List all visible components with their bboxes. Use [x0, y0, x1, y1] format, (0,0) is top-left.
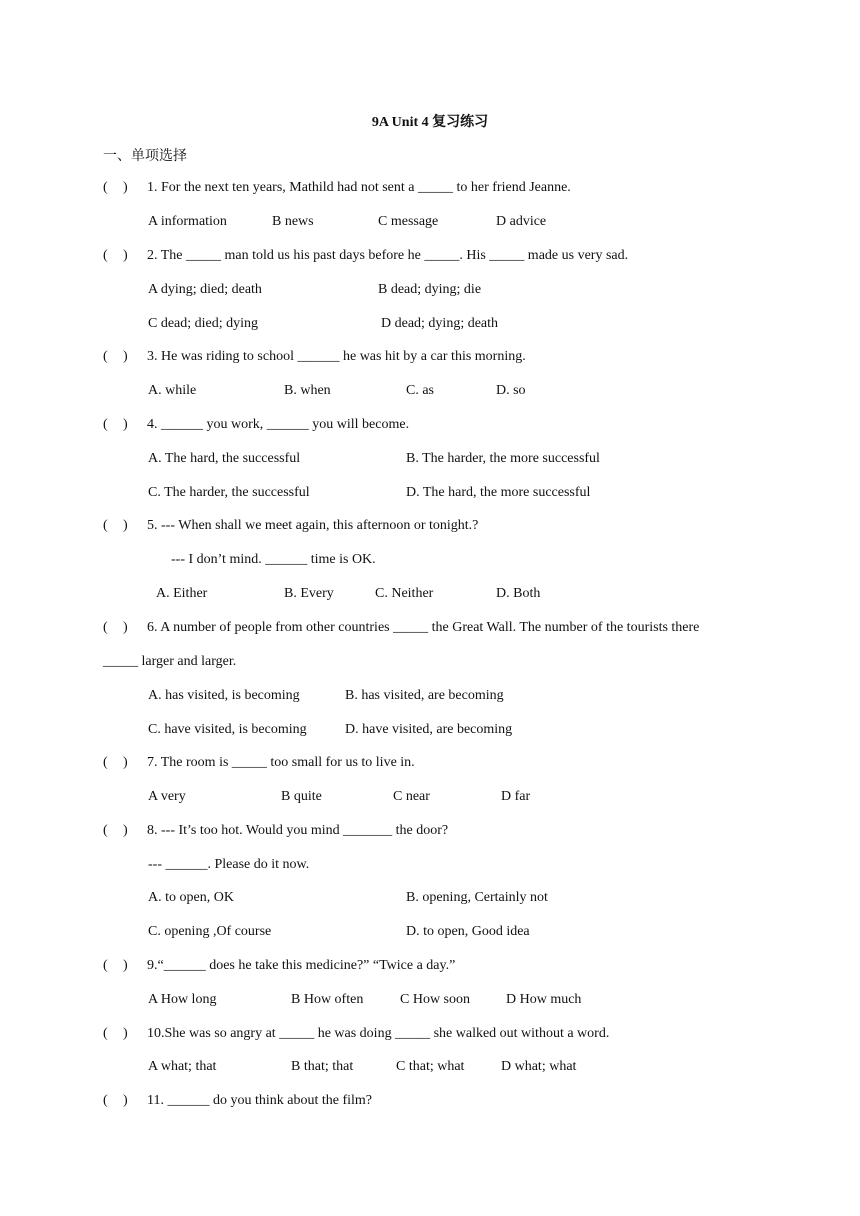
section-heading: 一、单项选择 [103, 148, 187, 164]
option: D. The hard, the more successful [406, 485, 591, 500]
question-stem: 3. He was riding to school ______ he was hit by a car this morning. [147, 349, 526, 364]
question-stem: 10.She was so angry at _____ he was doing _____ she walked out without a word. [147, 1026, 610, 1041]
option: C. opening ,Of course [148, 924, 272, 939]
question-stem-continued: _____ larger and larger. [103, 654, 237, 669]
option: C that; what [396, 1059, 465, 1074]
question-stem-reply: --- ______. Please do it now. [148, 857, 310, 872]
answer-blank[interactable]: ( ) [103, 248, 128, 263]
option: D. so [496, 383, 526, 398]
question-stem: 11. ______ do you think about the film? [147, 1093, 373, 1108]
option: B quite [281, 789, 322, 804]
answer-blank[interactable]: ( ) [103, 620, 128, 635]
question-8 [103, 821, 448, 841]
option: A information [148, 214, 227, 229]
option: B. opening, Certainly not [406, 890, 548, 905]
question-stem: 2. The _____ man told us his past days before he _____. His _____ made us very sad. [147, 248, 629, 263]
question-stem: 4. ______ you work, ______ you will become. [147, 417, 410, 432]
option: A How long [148, 992, 217, 1007]
option: C. The harder, the successful [148, 485, 310, 500]
option: A. has visited, is becoming [148, 688, 300, 703]
question-11 [103, 1091, 372, 1111]
option: A. The hard, the successful [148, 451, 301, 466]
question-4 [103, 415, 409, 435]
question-stem: 9.“______ does he take this medicine?” “Twice a day.” [147, 958, 456, 973]
option: D. to open, Good idea [406, 924, 530, 939]
option: B news [272, 214, 314, 229]
option: C. have visited, is becoming [148, 722, 307, 737]
option: A what; that [148, 1059, 217, 1074]
option: A. to open, OK [148, 890, 234, 905]
answer-blank[interactable]: ( ) [103, 1026, 128, 1041]
answer-blank[interactable]: ( ) [103, 958, 128, 973]
question-6 [103, 618, 699, 638]
option: A dying; died; death [148, 282, 262, 297]
option: C near [393, 789, 430, 804]
page-title: 9A Unit 4 复习练习 [371, 115, 489, 130]
question-7 [103, 753, 415, 773]
option: D. Both [496, 586, 541, 601]
question-10 [103, 1024, 609, 1044]
question-stem: 8. --- It’s too hot. Would you mind _______ the door? [147, 823, 449, 838]
option: A very [148, 789, 186, 804]
answer-blank[interactable]: ( ) [103, 349, 128, 364]
question-stem-reply: --- I don’t mind. ______ time is OK. [171, 552, 376, 567]
question-9 [103, 956, 455, 976]
option: B How often [291, 992, 364, 1007]
option: C dead; died; dying [148, 316, 259, 331]
answer-blank[interactable]: ( ) [103, 518, 128, 533]
option: B dead; dying; die [378, 282, 482, 297]
option: B that; that [291, 1059, 354, 1074]
question-stem: 6. A number of people from other countries _____ the Great Wall. The number of the tourists there [147, 620, 700, 635]
option: B. The harder, the more successful [406, 451, 600, 466]
option: B. Every [284, 586, 334, 601]
answer-blank[interactable]: ( ) [103, 417, 128, 432]
answer-blank[interactable]: ( ) [103, 755, 128, 770]
option: D advice [496, 214, 547, 229]
option: B. when [284, 383, 331, 398]
answer-blank[interactable]: ( ) [103, 823, 128, 838]
question-stem: 1. For the next ten years, Mathild had not sent a _____ to her friend Jeanne. [147, 180, 571, 195]
question-5 [103, 516, 478, 536]
option: C. Neither [375, 586, 434, 601]
option: D far [501, 789, 531, 804]
question-2 [103, 246, 628, 266]
option: D. have visited, are becoming [345, 722, 513, 737]
question-3 [103, 347, 526, 367]
option: C How soon [400, 992, 471, 1007]
option: C message [378, 214, 439, 229]
question-stem: 5. --- When shall we meet again, this afternoon or tonight.? [147, 518, 479, 533]
option: D How much [506, 992, 582, 1007]
question-1 [103, 178, 571, 198]
option: D what; what [501, 1059, 577, 1074]
option: A. Either [156, 586, 208, 601]
question-stem: 7. The room is _____ too small for us to live in. [147, 755, 415, 770]
option: A. while [148, 383, 197, 398]
answer-blank[interactable]: ( ) [103, 180, 128, 195]
option: D dead; dying; death [381, 316, 499, 331]
answer-blank[interactable]: ( ) [103, 1093, 128, 1108]
option: C. as [406, 383, 434, 398]
option: B. has visited, are becoming [345, 688, 504, 703]
